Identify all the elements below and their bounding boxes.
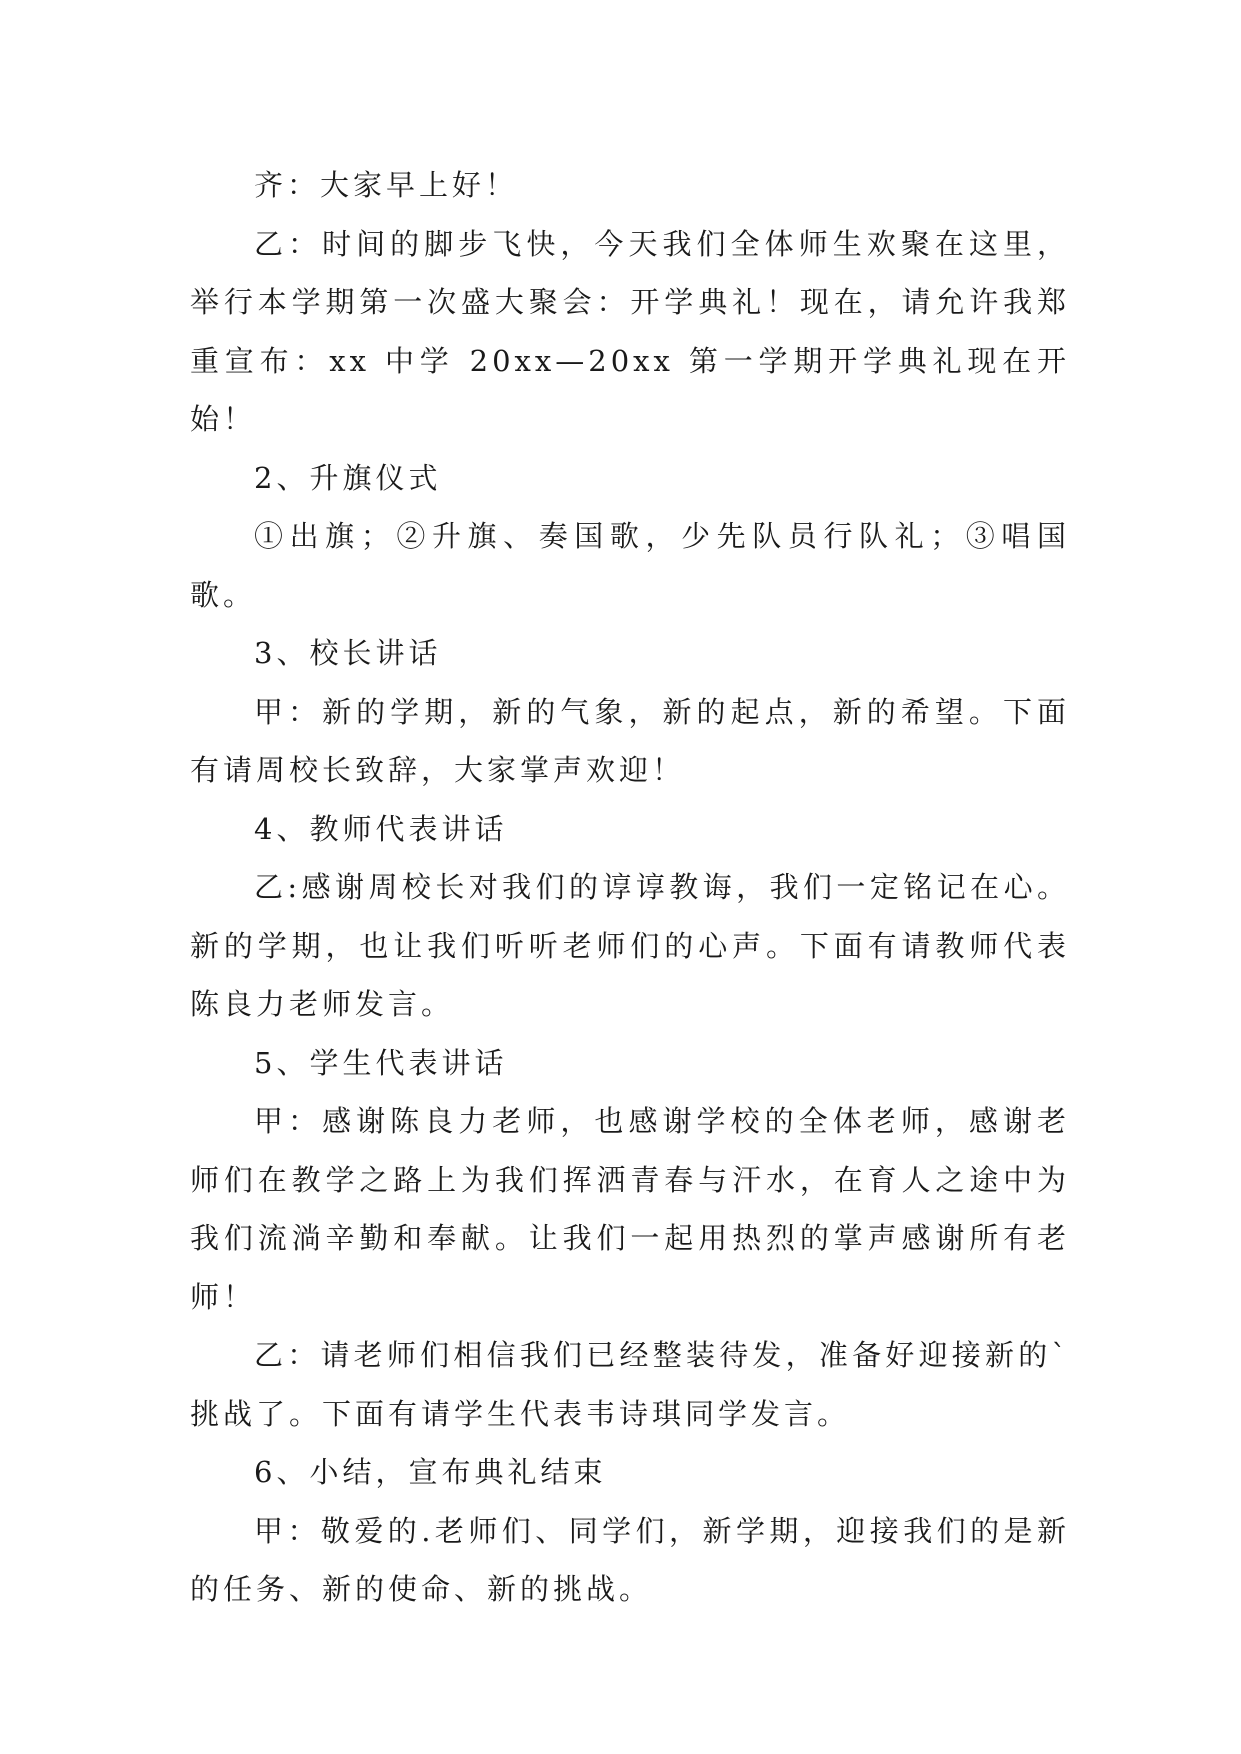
- section-heading-teacher-speech: 4、教师代表讲话: [254, 811, 508, 846]
- section-heading-flag-ceremony: 2、升旗仪式: [254, 460, 442, 495]
- paragraph-closing: 甲：敬爱的.老师们、同学们，新学期，迎接我们的是新的任务、新的使命、新的挑战。: [190, 1513, 1070, 1606]
- section-heading-closing: 6、小结，宣布典礼结束: [254, 1455, 607, 1489]
- paragraph-invite-teacher: 乙:感谢周校长对我们的谆谆教诲，我们一定铭记在心。新的学期，也让我们听听老师们的心声。下面有请教师代表陈良力老师发言。: [190, 870, 1070, 1021]
- document-body: [190, 156, 1070, 1619]
- section-heading-student-speech: 5、学生代表讲话: [254, 1045, 508, 1080]
- paragraph-thank-teachers: 甲：感谢陈良力老师，也感谢学校的全体老师，感谢老师们在教学之路上为我们挥洒青春与汗水，在育人之途中为我们流淌辛勤和奉献。让我们一起用热烈的掌声感谢所有老师！: [190, 1104, 1070, 1314]
- paragraph-invite-student: 乙：请老师们相信我们已经整装待发，准备好迎接新的`挑战了。下面有请学生代表韦诗琪同学发言。: [190, 1338, 1070, 1431]
- section-heading-principal-speech: 3、校长讲话: [254, 636, 442, 670]
- paragraph-flag-ceremony: ①出旗；②升旗、奏国歌，少先队员行队礼；③唱国歌。: [190, 519, 1070, 612]
- paragraph-greeting: 齐：大家早上好！: [254, 168, 519, 202]
- paragraph-announce-start: 乙：时间的脚步飞快，今天我们全体师生欢聚在这里，举行本学期第一次盛大聚会：开学典礼！现在，请允许我郑重宣布：xx 中学 20xx—20xx 第一学期开学典礼现在开始！: [190, 226, 1070, 436]
- paragraph-invite-principal: 甲：新的学期，新的气象，新的起点，新的希望。下面有请周校长致辞，大家掌声欢迎！: [190, 694, 1070, 787]
